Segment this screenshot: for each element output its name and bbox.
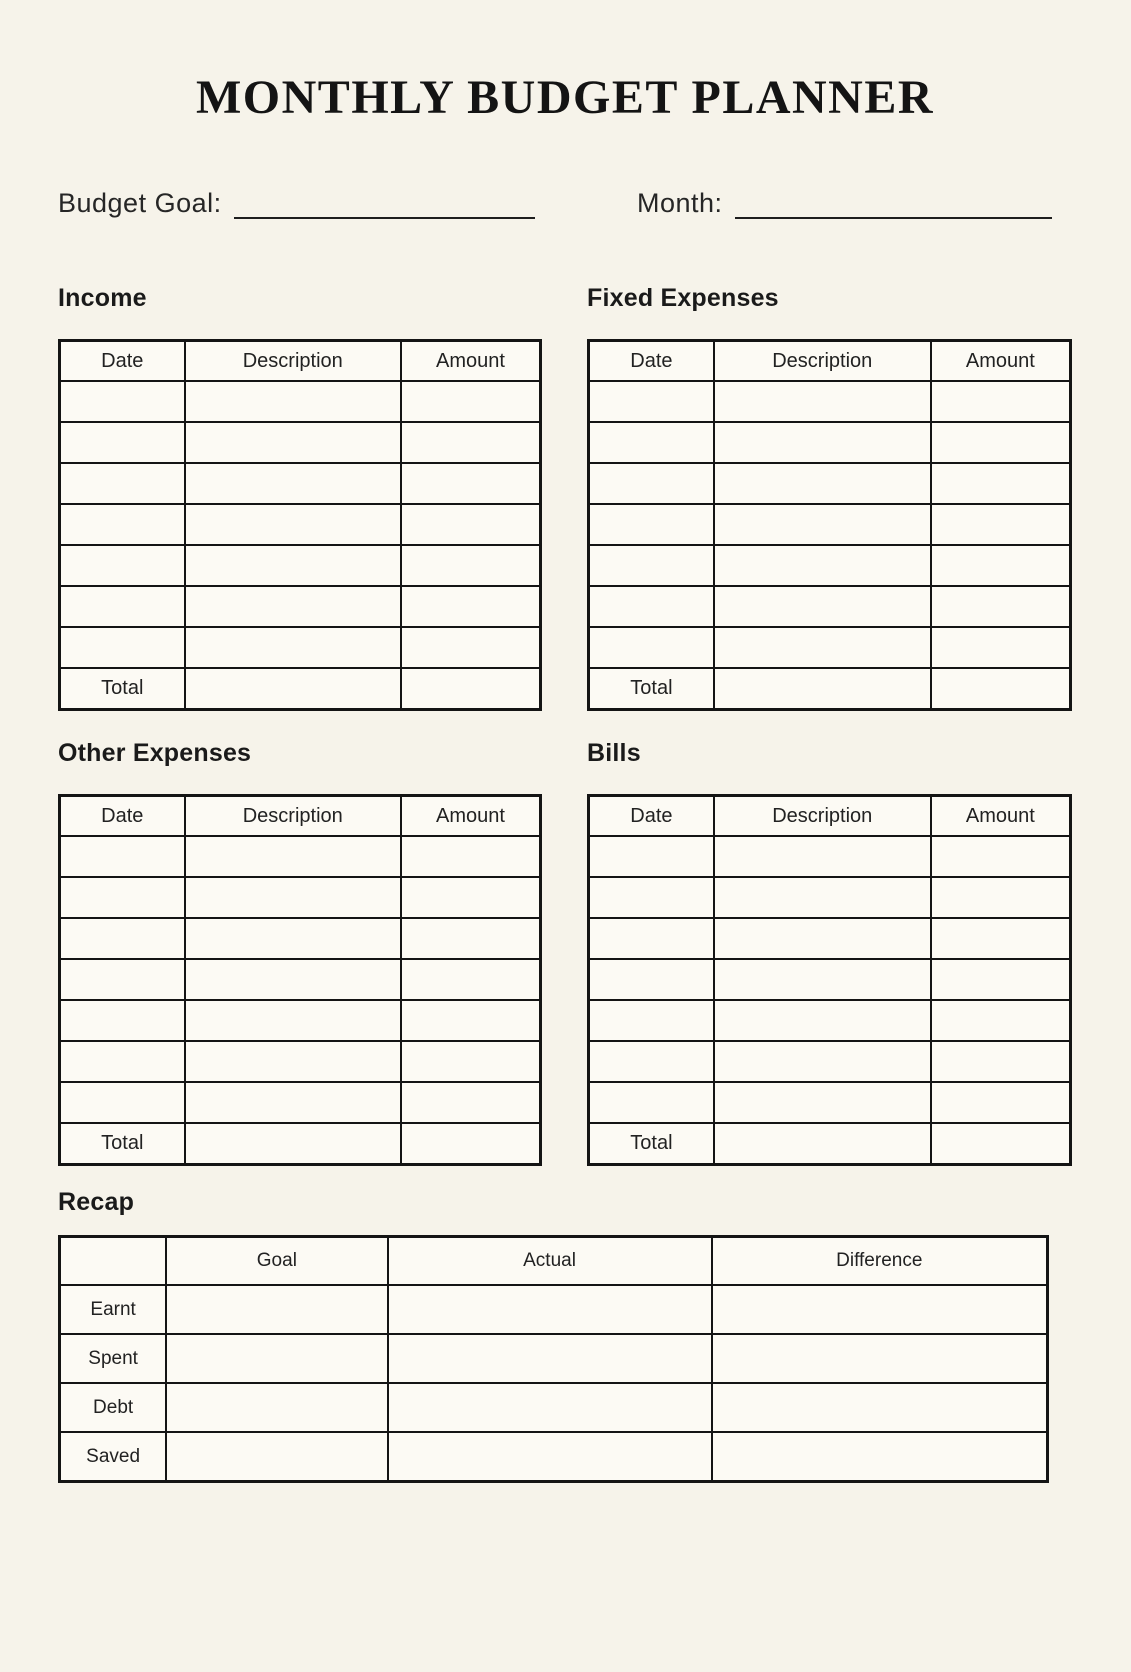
total-value-cell[interactable] <box>401 1123 541 1164</box>
empty-cell[interactable] <box>388 1383 712 1432</box>
empty-cell[interactable] <box>185 1082 401 1123</box>
table-row <box>589 959 1071 1000</box>
table-row <box>589 918 1071 959</box>
table-row <box>60 836 541 877</box>
empty-cell[interactable] <box>714 463 931 504</box>
empty-cell[interactable] <box>60 422 185 463</box>
empty-cell[interactable] <box>60 627 185 668</box>
bills-column-header-description: Description <box>714 795 931 836</box>
bills-header-row <box>589 795 1071 836</box>
budget-goal-field <box>58 167 535 219</box>
empty-cell[interactable] <box>185 422 401 463</box>
empty-cell[interactable] <box>931 918 1071 959</box>
recap-row-label: Saved <box>60 1432 167 1481</box>
table-row <box>60 627 541 668</box>
empty-cell[interactable] <box>589 586 714 627</box>
empty-cell[interactable] <box>589 545 714 586</box>
table-row <box>589 545 1071 586</box>
empty-cell[interactable] <box>714 959 931 1000</box>
total-label: Total <box>60 668 185 709</box>
table-row <box>589 504 1071 545</box>
empty-cell[interactable] <box>60 1082 185 1123</box>
empty-cell[interactable] <box>589 836 714 877</box>
empty-cell[interactable] <box>589 463 714 504</box>
section-fixed-expenses <box>587 283 1072 711</box>
fixed-expenses-table <box>587 339 1072 711</box>
empty-cell[interactable] <box>401 1000 541 1041</box>
empty-cell[interactable] <box>714 1041 931 1082</box>
empty-cell[interactable] <box>931 381 1071 422</box>
empty-cell[interactable] <box>388 1334 712 1383</box>
income-total-row <box>60 668 541 709</box>
empty-cell[interactable] <box>931 586 1071 627</box>
total-value-cell[interactable] <box>185 1123 401 1164</box>
recap-corner-cell <box>60 1236 167 1285</box>
empty-cell[interactable] <box>712 1383 1048 1432</box>
empty-cell[interactable] <box>401 586 541 627</box>
empty-cell[interactable] <box>388 1285 712 1334</box>
section-bills <box>587 738 1072 1166</box>
empty-cell[interactable] <box>60 504 185 545</box>
table-row <box>589 877 1071 918</box>
empty-cell[interactable] <box>60 586 185 627</box>
empty-cell[interactable] <box>60 1000 185 1041</box>
empty-cell[interactable] <box>589 504 714 545</box>
budget-planner-page <box>0 72 1131 1672</box>
other-expenses-column-header-description: Description <box>185 795 401 836</box>
recap-row-label: Debt <box>60 1383 167 1432</box>
page-title: MONTHLY BUDGET PLANNER <box>196 71 934 124</box>
other-expenses-column-header-date: Date <box>60 795 185 836</box>
table-row <box>589 381 1071 422</box>
empty-cell[interactable] <box>589 959 714 1000</box>
section-other-expenses <box>58 738 542 1166</box>
section-heading-recap: Recap <box>58 1187 135 1216</box>
income-header-row <box>60 340 541 381</box>
empty-cell[interactable] <box>589 422 714 463</box>
table-row <box>60 1000 541 1041</box>
total-label: Total <box>60 1123 185 1164</box>
other-expenses-table <box>58 794 542 1166</box>
empty-cell[interactable] <box>931 463 1071 504</box>
recap-header-row <box>60 1236 1048 1285</box>
empty-cell[interactable] <box>714 1082 931 1123</box>
bills-total-row <box>589 1123 1071 1164</box>
empty-cell[interactable] <box>401 918 541 959</box>
empty-cell[interactable] <box>931 1082 1071 1123</box>
empty-cell[interactable] <box>166 1285 387 1334</box>
income-table <box>58 339 542 711</box>
table-row <box>60 1082 541 1123</box>
empty-cell[interactable] <box>401 504 541 545</box>
recap-column-header-difference: Difference <box>712 1236 1048 1285</box>
section-heading-bills: Bills <box>587 738 641 767</box>
total-value-cell[interactable] <box>714 1123 931 1164</box>
empty-cell[interactable] <box>401 1041 541 1082</box>
month-field <box>637 167 1052 219</box>
recap-column-header-actual: Actual <box>388 1236 712 1285</box>
total-value-cell[interactable] <box>185 668 401 709</box>
empty-cell[interactable] <box>714 422 931 463</box>
table-row <box>60 545 541 586</box>
bills-column-header-date: Date <box>589 795 714 836</box>
month-label: Month: <box>637 187 723 218</box>
fixed-expenses-column-header-date: Date <box>589 340 714 381</box>
empty-cell[interactable] <box>185 959 401 1000</box>
empty-cell[interactable] <box>714 836 931 877</box>
month-input-line[interactable] <box>735 189 1052 219</box>
empty-cell[interactable] <box>712 1285 1048 1334</box>
empty-cell[interactable] <box>401 422 541 463</box>
empty-cell[interactable] <box>401 463 541 504</box>
table-row <box>589 463 1071 504</box>
table-row <box>60 586 541 627</box>
empty-cell[interactable] <box>589 918 714 959</box>
table-row <box>589 586 1071 627</box>
bills-column-header-amount: Amount <box>931 795 1071 836</box>
empty-cell[interactable] <box>931 422 1071 463</box>
empty-cell[interactable] <box>60 836 185 877</box>
empty-cell[interactable] <box>185 381 401 422</box>
empty-cell[interactable] <box>166 1383 387 1432</box>
income-column-header-amount: Amount <box>401 340 541 381</box>
bills-table <box>587 794 1072 1166</box>
table-row <box>60 504 541 545</box>
section-recap <box>58 1187 1072 1483</box>
empty-cell[interactable] <box>714 586 931 627</box>
budget-goal-label: Budget Goal: <box>58 187 222 218</box>
other-expenses-total-row <box>60 1123 541 1164</box>
empty-cell[interactable] <box>166 1334 387 1383</box>
section-heading-income: Income <box>58 283 147 312</box>
top-fields-row <box>58 167 1072 219</box>
fixed-expenses-header-row <box>589 340 1071 381</box>
empty-cell[interactable] <box>185 877 401 918</box>
income-column-header-date: Date <box>60 340 185 381</box>
fixed-expenses-column-header-description: Description <box>714 340 931 381</box>
total-value-cell[interactable] <box>714 668 931 709</box>
empty-cell[interactable] <box>401 959 541 1000</box>
budget-goal-input-line[interactable] <box>234 189 535 219</box>
empty-cell[interactable] <box>185 918 401 959</box>
fixed-expenses-column-header-amount: Amount <box>931 340 1071 381</box>
empty-cell[interactable] <box>714 918 931 959</box>
empty-cell[interactable] <box>388 1432 712 1481</box>
empty-cell[interactable] <box>714 877 931 918</box>
empty-cell[interactable] <box>931 1041 1071 1082</box>
recap-row-spent <box>60 1334 1048 1383</box>
empty-cell[interactable] <box>931 627 1071 668</box>
table-row <box>589 627 1071 668</box>
recap-row-earnt <box>60 1285 1048 1334</box>
empty-cell[interactable] <box>401 627 541 668</box>
empty-cell[interactable] <box>185 586 401 627</box>
empty-cell[interactable] <box>185 1000 401 1041</box>
total-value-cell[interactable] <box>931 1123 1071 1164</box>
total-label: Total <box>589 668 714 709</box>
empty-cell[interactable] <box>589 1041 714 1082</box>
income-column-header-description: Description <box>185 340 401 381</box>
empty-cell[interactable] <box>60 1041 185 1082</box>
empty-cell[interactable] <box>712 1432 1048 1481</box>
section-income <box>58 283 542 711</box>
empty-cell[interactable] <box>714 627 931 668</box>
total-label: Total <box>589 1123 714 1164</box>
table-row <box>60 877 541 918</box>
empty-cell[interactable] <box>931 877 1071 918</box>
empty-cell[interactable] <box>401 381 541 422</box>
empty-cell[interactable] <box>60 381 185 422</box>
total-value-cell[interactable] <box>931 668 1071 709</box>
empty-cell[interactable] <box>712 1334 1048 1383</box>
empty-cell[interactable] <box>714 504 931 545</box>
empty-cell[interactable] <box>589 1082 714 1123</box>
table-row <box>60 959 541 1000</box>
empty-cell[interactable] <box>589 627 714 668</box>
table-row <box>60 463 541 504</box>
empty-cell[interactable] <box>60 918 185 959</box>
recap-row-label: Earnt <box>60 1285 167 1334</box>
other-expenses-column-header-amount: Amount <box>401 795 541 836</box>
table-row <box>60 422 541 463</box>
empty-cell[interactable] <box>185 504 401 545</box>
empty-cell[interactable] <box>60 463 185 504</box>
empty-cell[interactable] <box>589 1000 714 1041</box>
total-value-cell[interactable] <box>401 668 541 709</box>
empty-cell[interactable] <box>60 877 185 918</box>
empty-cell[interactable] <box>589 877 714 918</box>
empty-cell[interactable] <box>931 1000 1071 1041</box>
empty-cell[interactable] <box>60 545 185 586</box>
table-row <box>589 1000 1071 1041</box>
empty-cell[interactable] <box>931 836 1071 877</box>
empty-cell[interactable] <box>714 1000 931 1041</box>
empty-cell[interactable] <box>931 959 1071 1000</box>
empty-cell[interactable] <box>185 1041 401 1082</box>
other-expenses-header-row <box>60 795 541 836</box>
table-row <box>60 381 541 422</box>
empty-cell[interactable] <box>166 1432 387 1481</box>
recap-column-header-goal: Goal <box>166 1236 387 1285</box>
table-row <box>589 422 1071 463</box>
table-row <box>589 1041 1071 1082</box>
table-row <box>60 1041 541 1082</box>
section-heading-fixed-expenses: Fixed Expenses <box>587 283 779 312</box>
empty-cell[interactable] <box>185 627 401 668</box>
table-row <box>60 918 541 959</box>
recap-row-label: Spent <box>60 1334 167 1383</box>
empty-cell[interactable] <box>401 1082 541 1123</box>
table-row <box>589 1082 1071 1123</box>
section-heading-other-expenses: Other Expenses <box>58 738 252 767</box>
empty-cell[interactable] <box>185 836 401 877</box>
empty-cell[interactable] <box>401 877 541 918</box>
empty-cell[interactable] <box>714 381 931 422</box>
empty-cell[interactable] <box>401 545 541 586</box>
recap-table <box>58 1235 1049 1483</box>
recap-row-debt <box>60 1383 1048 1432</box>
empty-cell[interactable] <box>185 545 401 586</box>
recap-row-saved <box>60 1432 1048 1481</box>
empty-cell[interactable] <box>401 836 541 877</box>
empty-cell[interactable] <box>185 463 401 504</box>
empty-cell[interactable] <box>931 504 1071 545</box>
empty-cell[interactable] <box>714 545 931 586</box>
table-row <box>589 836 1071 877</box>
tables-grid <box>58 283 1072 1166</box>
empty-cell[interactable] <box>931 545 1071 586</box>
fixed-expenses-total-row <box>589 668 1071 709</box>
empty-cell[interactable] <box>60 959 185 1000</box>
empty-cell[interactable] <box>589 381 714 422</box>
